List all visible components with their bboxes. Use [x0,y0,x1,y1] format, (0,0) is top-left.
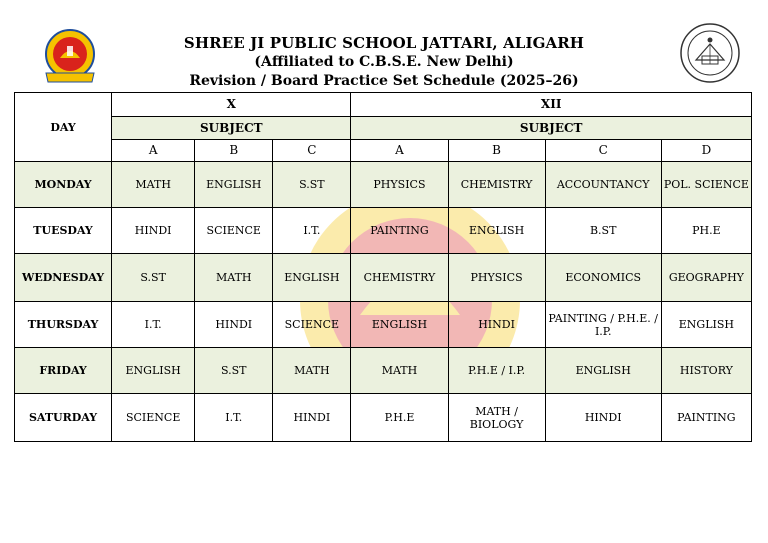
subject-cell: HINDI [195,302,273,348]
subject-cell: ENGLISH [112,348,195,394]
subject-cell: HINDI [273,394,351,442]
subject-cell: GEOGRAPHY [661,254,751,302]
section-header: B [448,140,545,162]
subject-cell: HISTORY [661,348,751,394]
school-logo [38,28,102,88]
subject-cell: HINDI [448,302,545,348]
subject-cell: PHYSICS [448,254,545,302]
section-header: C [273,140,351,162]
subject-cell: MATH / BIOLOGY [448,394,545,442]
schedule-table [14,92,752,442]
subject-cell: MATH [351,348,448,394]
subject-cell: MATH [273,348,351,394]
subject-cell: POL. SCIENCE [661,162,751,208]
subject-cell: PAINTING [661,394,751,442]
subject-cell: B.ST [545,208,661,254]
table-row [15,348,752,394]
subject-cell: SCIENCE [112,394,195,442]
section-header: B [195,140,273,162]
subject-cell: CHEMISTRY [448,162,545,208]
section-header: A [351,140,448,162]
table-row [15,208,752,254]
day-label: WEDNESDAY [15,254,112,302]
title-block [150,34,618,90]
subject-cell: MATH [195,254,273,302]
affiliation-line: (Affiliated to C.B.S.E. New Delhi) [254,54,514,70]
class-x-subject-label: SUBJECT [112,117,351,140]
table-row [15,254,752,302]
table-row [15,162,752,208]
class-x-header: X [112,93,351,117]
subject-cell: ENGLISH [545,348,661,394]
subject-cell: I.T. [112,302,195,348]
subject-cell: P.H.E / I.P. [448,348,545,394]
subject-cell: PH.E [661,208,751,254]
table-row [15,302,752,348]
day-header: DAY [15,93,112,162]
subject-cell: I.T. [195,394,273,442]
subject-cell: CHEMISTRY [351,254,448,302]
subject-cell: ENGLISH [351,302,448,348]
subject-cell: ACCOUNTANCY [545,162,661,208]
subject-cell: ENGLISH [273,254,351,302]
day-label: SATURDAY [15,394,112,442]
section-header: D [661,140,751,162]
subject-cell: HINDI [545,394,661,442]
subject-cell: MATH [112,162,195,208]
subject-cell: PAINTING [351,208,448,254]
subject-cell: S.ST [273,162,351,208]
document-header [0,0,768,92]
class-xii-header: XII [351,93,752,117]
subject-cell: SCIENCE [273,302,351,348]
day-label: TUESDAY [15,208,112,254]
section-header: C [545,140,661,162]
subject-cell: I.T. [273,208,351,254]
day-label: MONDAY [15,162,112,208]
subject-cell: PHYSICS [351,162,448,208]
cbse-logo [676,22,744,84]
table-row [15,394,752,442]
subject-cell: SCIENCE [195,208,273,254]
subject-cell: S.ST [112,254,195,302]
subject-cell: ENGLISH [661,302,751,348]
school-name: SHREE JI PUBLIC SCHOOL JATTARI, ALIGARH [183,34,585,52]
class-xii-subject-label: SUBJECT [351,117,752,140]
section-header: A [112,140,195,162]
subject-cell: PAINTING / P.H.E. / I.P. [545,302,661,348]
schedule-title: Revision / Board Practice Set Schedule (2025–26) [189,73,579,89]
subject-cell: S.ST [195,348,273,394]
subject-cell: HINDI [112,208,195,254]
subject-cell: ENGLISH [448,208,545,254]
subject-cell: ENGLISH [195,162,273,208]
subject-cell: P.H.E [351,394,448,442]
day-label: FRIDAY [15,348,112,394]
subject-cell: ECONOMICS [545,254,661,302]
day-label: THURSDAY [15,302,112,348]
